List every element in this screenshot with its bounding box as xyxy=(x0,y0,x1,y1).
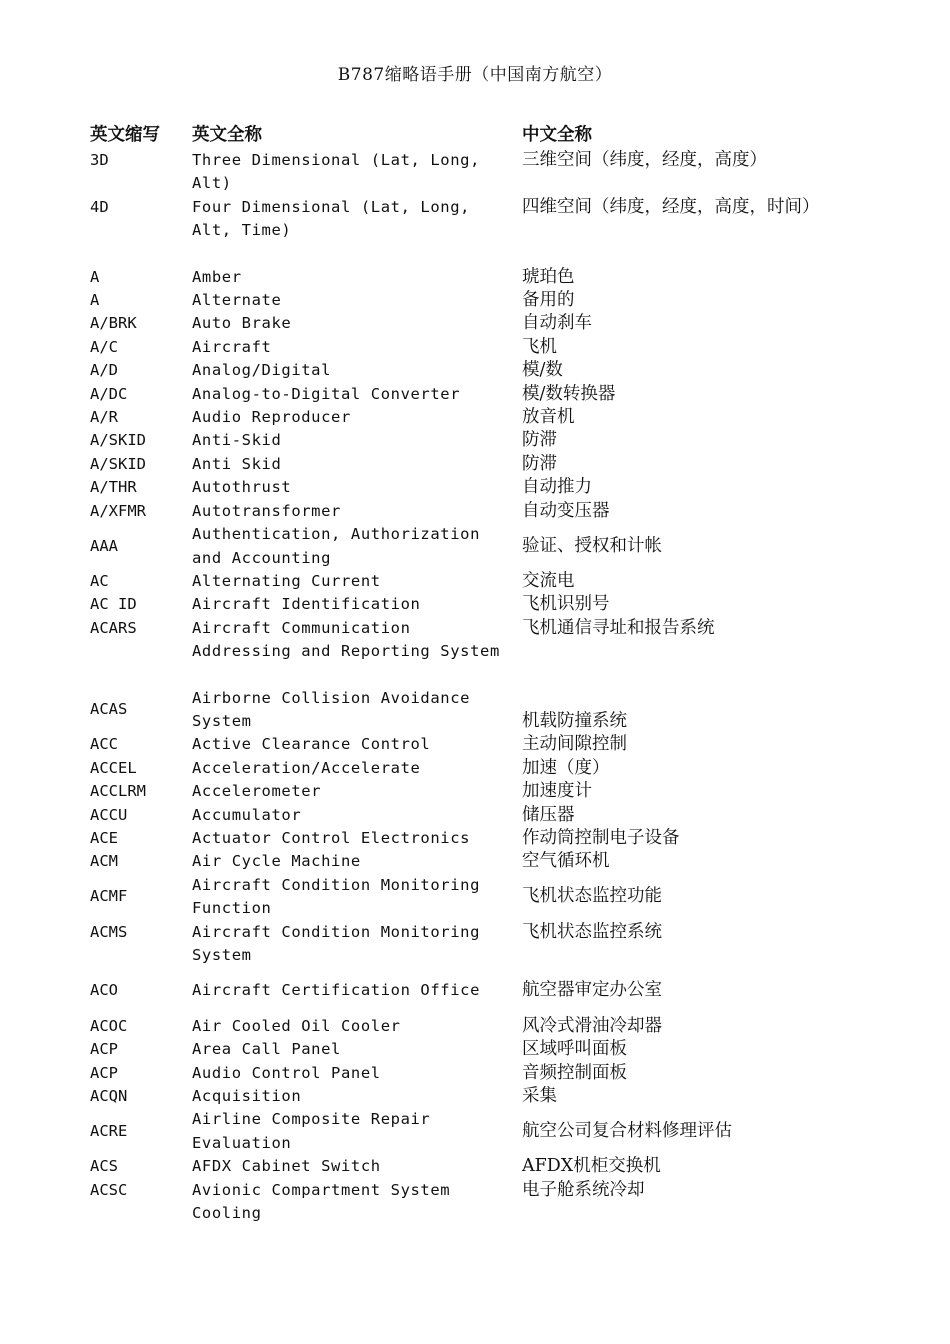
table-row xyxy=(90,1108,860,1155)
chinese-cell: 电子舱系统冷却 xyxy=(522,1179,645,1200)
chinese-cell: 自动推力 xyxy=(522,477,592,498)
abbr-cell: ACP xyxy=(90,1063,118,1082)
chinese-cell: 飞机通信寻址和报告系统 xyxy=(522,617,715,638)
chinese-cell: 防滞 xyxy=(522,430,557,451)
table-row xyxy=(90,733,860,756)
abbr-cell: ACARS xyxy=(90,618,137,637)
abbr-cell: ACO xyxy=(90,981,118,1000)
english-cell: Aircraft Communication Addressing and Reporting System xyxy=(192,618,500,661)
abbr-cell: ACOC xyxy=(90,1016,128,1035)
chinese-cell: 交流电 xyxy=(522,570,575,591)
chinese-cell: 作动筒控制电子设备 xyxy=(522,827,680,848)
chinese-cell: 四维空间（纬度，经度，高度，时间） xyxy=(522,196,820,217)
chinese-cell: 航空公司复合材料修理评估 xyxy=(522,1121,732,1142)
abbr-cell: AAA xyxy=(90,536,118,555)
abbr-cell: ACP xyxy=(90,1040,118,1059)
abbr-cell: A xyxy=(90,291,100,310)
abbr-cell: ACE xyxy=(90,828,118,847)
abbr-cell: ACAS xyxy=(90,700,128,719)
abbr-cell: A/DC xyxy=(90,384,128,403)
table-row xyxy=(90,359,860,382)
table-row xyxy=(90,523,860,570)
english-cell: Aircraft Condition Monitoring System xyxy=(192,922,481,964)
chinese-cell: 琥珀色 xyxy=(522,266,575,287)
abbr-cell: 4D xyxy=(90,197,109,216)
english-cell: Avionic Compartment System Cooling xyxy=(192,1180,451,1223)
table-row xyxy=(90,570,860,593)
english-cell: Air Cooled Oil Cooler xyxy=(192,1016,401,1035)
table-row xyxy=(90,827,860,850)
abbr-cell: A/XFMR xyxy=(90,501,146,520)
chinese-cell: 航空器审定办公室 xyxy=(522,980,662,1001)
row-spacer xyxy=(90,1003,860,1015)
english-cell: Aircraft Certification Office xyxy=(192,981,481,1000)
chinese-cell: AFDX机柜交换机 xyxy=(522,1156,661,1177)
english-cell: Alternate xyxy=(192,291,282,310)
chinese-cell: 备用的 xyxy=(522,290,575,311)
abbr-cell: ACQN xyxy=(90,1087,128,1106)
table-row xyxy=(90,429,860,452)
table-row xyxy=(90,979,860,1002)
table-row xyxy=(90,874,860,921)
english-cell: Autothrust xyxy=(192,478,292,497)
chinese-cell: 三维空间（纬度，经度，高度） xyxy=(522,150,767,170)
abbr-cell: A/SKID xyxy=(90,431,146,450)
abbr-cell: A xyxy=(90,267,100,286)
table-row xyxy=(90,593,860,616)
row-spacer xyxy=(90,664,860,687)
chinese-cell: 主动间隙控制 xyxy=(522,734,627,755)
english-cell: Aircraft Condition Monitoring Function xyxy=(192,875,481,918)
english-cell: Active Clearance Control xyxy=(192,735,431,754)
table-row xyxy=(90,687,860,734)
abbr-cell: ACC xyxy=(90,735,118,754)
table-row xyxy=(90,921,860,968)
table-row xyxy=(90,266,860,289)
table-row xyxy=(90,617,860,664)
abbr-cell: ACCU xyxy=(90,805,128,824)
english-cell: Analog-to-Digital Converter xyxy=(192,384,461,403)
header-abbreviation: 英文缩写 xyxy=(90,125,160,145)
abbr-cell: 3D xyxy=(90,151,109,169)
english-cell: Aircraft xyxy=(192,337,272,356)
table-row xyxy=(90,1179,860,1226)
chinese-cell: 自动变压器 xyxy=(522,500,610,521)
english-cell: Acquisition xyxy=(192,1087,302,1106)
abbr-cell: A/BRK xyxy=(90,314,137,333)
english-cell: Alternating Current xyxy=(192,571,381,590)
english-cell: Audio Control Panel xyxy=(192,1063,381,1082)
abbr-cell: ACRE xyxy=(90,1122,128,1141)
chinese-cell: 机载防撞系统 xyxy=(522,710,627,731)
chinese-cell: 空气循环机 xyxy=(522,851,610,872)
abbr-cell: ACCEL xyxy=(90,758,137,777)
chinese-cell: 自动刹车 xyxy=(522,313,592,334)
table-row xyxy=(90,1085,860,1108)
abbreviation-table xyxy=(90,149,860,1225)
chinese-cell: 验证、授权和计帐 xyxy=(522,535,662,556)
table-row xyxy=(90,757,860,780)
chinese-cell: 模/数 xyxy=(522,360,563,381)
table-row xyxy=(90,1038,860,1061)
english-cell: Authentication, Authorization and Accounting xyxy=(192,525,481,567)
header-chinese-full-name: 中文全称 xyxy=(522,125,592,145)
table-row xyxy=(90,1062,860,1085)
table-row xyxy=(90,383,860,406)
chinese-cell: 飞机 xyxy=(522,336,557,357)
english-cell: Three Dimensional (Lat, Long, Alt) xyxy=(192,151,481,193)
english-cell: Autotransformer xyxy=(192,501,341,520)
table-row xyxy=(90,406,860,429)
table-row xyxy=(90,1015,860,1038)
abbr-cell: A/C xyxy=(90,337,118,356)
chinese-cell: 放音机 xyxy=(522,407,575,428)
english-cell: Actuator Control Electronics xyxy=(192,828,471,847)
abbr-cell: ACSC xyxy=(90,1180,128,1199)
table-row xyxy=(90,780,860,803)
chinese-cell: 飞机状态监控功能 xyxy=(522,886,662,907)
abbr-cell: A/R xyxy=(90,408,118,427)
abbr-cell: A/THR xyxy=(90,478,137,497)
table-row xyxy=(90,336,860,359)
table-row xyxy=(90,804,860,827)
english-cell: Air Cycle Machine xyxy=(192,852,361,871)
abbr-cell: ACMS xyxy=(90,922,128,941)
chinese-cell: 储压器 xyxy=(522,804,575,825)
chinese-cell: 音频控制面板 xyxy=(522,1062,627,1083)
table-row xyxy=(90,850,860,873)
abbr-cell: ACCLRM xyxy=(90,782,146,801)
english-cell: Accumulator xyxy=(192,805,302,824)
page-title: B787缩略语手册（中国南方航空） xyxy=(337,65,613,85)
abbr-cell: A/D xyxy=(90,361,118,380)
english-cell: Audio Reproducer xyxy=(192,408,351,427)
chinese-cell: 加速（度） xyxy=(522,757,610,778)
table-row xyxy=(90,476,860,499)
chinese-cell: 防滞 xyxy=(522,453,557,474)
chinese-cell: 模/数转换器 xyxy=(522,383,616,404)
abbr-cell: AC xyxy=(90,571,109,590)
chinese-cell: 飞机识别号 xyxy=(522,594,610,615)
abbr-cell: ACM xyxy=(90,852,118,871)
header-english-full-name: 英文全称 xyxy=(192,125,262,145)
abbr-cell: A/SKID xyxy=(90,454,146,473)
table-header xyxy=(90,121,850,145)
english-cell: Auto Brake xyxy=(192,314,292,333)
english-cell: Analog/Digital xyxy=(192,361,332,380)
table-row xyxy=(90,453,860,476)
chinese-cell: 加速度计 xyxy=(522,781,592,802)
english-cell: Four Dimensional (Lat, Long, Alt, Time) xyxy=(192,197,471,240)
row-spacer xyxy=(90,967,860,979)
english-cell: Amber xyxy=(192,267,242,286)
chinese-cell: 风冷式滑油冷却器 xyxy=(522,1015,662,1036)
table-row xyxy=(90,500,860,523)
chinese-cell: 采集 xyxy=(522,1086,557,1107)
abbr-cell: AC ID xyxy=(90,595,137,614)
table-row xyxy=(90,312,860,335)
english-cell: Acceleration/Accelerate xyxy=(192,758,421,777)
english-cell: AFDX Cabinet Switch xyxy=(192,1157,381,1176)
chinese-cell: 区域呼叫面板 xyxy=(522,1039,627,1060)
table-row xyxy=(90,1155,860,1178)
english-cell: Area Call Panel xyxy=(192,1040,341,1059)
english-cell: Aircraft Identification xyxy=(192,595,421,614)
table-row xyxy=(90,289,860,312)
chinese-cell: 飞机状态监控系统 xyxy=(522,921,662,942)
row-spacer xyxy=(90,243,860,266)
table-row xyxy=(90,149,860,196)
abbr-cell: ACS xyxy=(90,1157,118,1176)
abbr-cell: ACMF xyxy=(90,887,128,906)
english-cell: Airline Composite Repair Evaluation xyxy=(192,1110,431,1152)
english-cell: Airborne Collision Avoidance System xyxy=(192,688,471,730)
english-cell: Accelerometer xyxy=(192,782,322,801)
english-cell: Anti-Skid xyxy=(192,431,282,450)
table-row xyxy=(90,196,860,243)
english-cell: Anti Skid xyxy=(192,454,282,473)
